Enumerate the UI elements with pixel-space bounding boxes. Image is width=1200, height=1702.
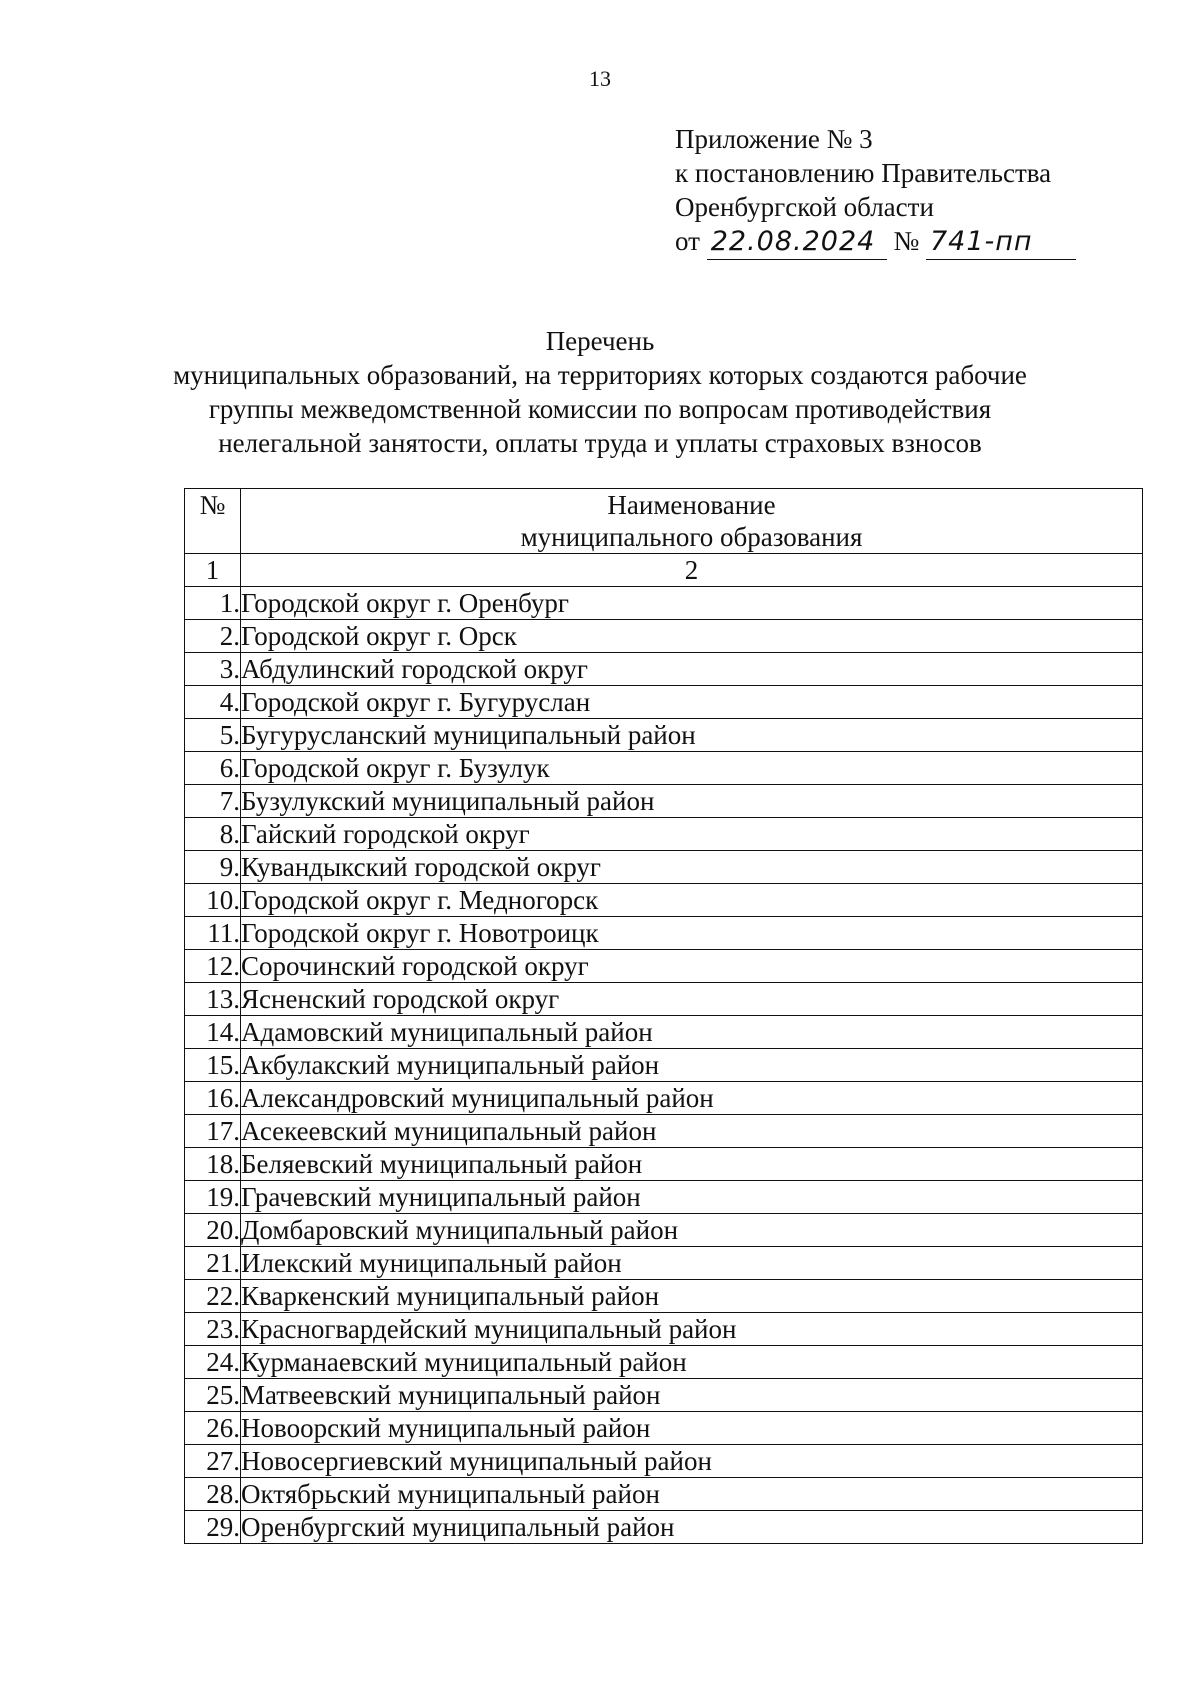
row-municipality-name: Городской округ г. Оренбург bbox=[241, 587, 1143, 620]
row-number: 26. bbox=[185, 1412, 241, 1445]
row-number: 29. bbox=[185, 1511, 241, 1544]
row-municipality-name: Городской округ г. Бугуруслан bbox=[241, 686, 1143, 719]
title-line-2: группы межведомственной комиссии по вопросам противодействия bbox=[208, 394, 992, 424]
row-municipality-name: Городской округ г. Бузулук bbox=[241, 752, 1143, 785]
row-number: 20. bbox=[185, 1214, 241, 1247]
row-municipality-name: Абдулинский городской округ bbox=[241, 653, 1143, 686]
row-municipality-name: Красногвардейский муниципальный район bbox=[241, 1313, 1143, 1346]
row-municipality-name: Акбулакский муниципальный район bbox=[241, 1049, 1143, 1082]
row-municipality-name: Новосергиевский муниципальный район bbox=[241, 1445, 1143, 1478]
row-municipality-name: Ясненский городской округ bbox=[241, 983, 1143, 1016]
row-municipality-name: Новоорский муниципальный район bbox=[241, 1412, 1143, 1445]
table-index-row bbox=[185, 554, 1143, 587]
row-municipality-name: Кваркенский муниципальный район bbox=[241, 1280, 1143, 1313]
row-number: 13. bbox=[185, 983, 241, 1016]
row-number: 11. bbox=[185, 917, 241, 950]
title-line-3: нелегальной занятости, оплаты труда и уплаты страховых взносов bbox=[218, 428, 982, 458]
row-municipality-name: Домбаровский муниципальный район bbox=[241, 1214, 1143, 1247]
row-number: 25. bbox=[185, 1379, 241, 1412]
table-header-row bbox=[185, 489, 1143, 554]
table-row bbox=[185, 884, 1143, 917]
table-row bbox=[185, 1247, 1143, 1280]
row-number: 27. bbox=[185, 1445, 241, 1478]
row-number: 10. bbox=[185, 884, 241, 917]
table-row bbox=[185, 917, 1143, 950]
table-row bbox=[185, 1346, 1143, 1379]
row-number: 28. bbox=[185, 1478, 241, 1511]
row-municipality-name: Грачевский муниципальный район bbox=[241, 1181, 1143, 1214]
title-heading: Перечень bbox=[545, 326, 655, 356]
row-number: 3. bbox=[185, 653, 241, 686]
row-municipality-name: Матвеевский муниципальный район bbox=[241, 1379, 1143, 1412]
row-municipality-name: Адамовский муниципальный район bbox=[241, 1016, 1143, 1049]
header-number: № bbox=[185, 489, 241, 554]
row-number: 6. bbox=[185, 752, 241, 785]
table-row bbox=[185, 1082, 1143, 1115]
row-number: 21. bbox=[185, 1247, 241, 1280]
row-number: 16. bbox=[185, 1082, 241, 1115]
table-row bbox=[185, 1181, 1143, 1214]
row-number: 8. bbox=[185, 818, 241, 851]
title-line-1: муниципальных образований, на территориях которых создаются рабочие bbox=[173, 360, 1027, 390]
municipalities-table bbox=[184, 488, 1143, 1544]
row-municipality-name: Городской округ г. Медногорск bbox=[241, 884, 1143, 917]
table-row bbox=[185, 983, 1143, 1016]
table-row bbox=[185, 1313, 1143, 1346]
row-municipality-name: Городской округ г. Новотроицк bbox=[241, 917, 1143, 950]
row-number: 5. bbox=[185, 719, 241, 752]
table-row bbox=[185, 950, 1143, 983]
table-row bbox=[185, 752, 1143, 785]
row-municipality-name: Сорочинский городской округ bbox=[241, 950, 1143, 983]
header-name-line-2: муниципального образования bbox=[520, 522, 863, 552]
index-col-2: 2 bbox=[241, 554, 1143, 587]
row-municipality-name: Александровский муниципальный район bbox=[241, 1082, 1143, 1115]
row-number: 14. bbox=[185, 1016, 241, 1049]
row-number: 7. bbox=[185, 785, 241, 818]
index-col-1: 1 bbox=[185, 554, 241, 587]
row-municipality-name: Гайский городской округ bbox=[241, 818, 1143, 851]
row-number: 15. bbox=[185, 1049, 241, 1082]
row-municipality-name: Илекский муниципальный район bbox=[241, 1247, 1143, 1280]
handwritten-number: 741-пп bbox=[926, 225, 1076, 260]
table-row bbox=[185, 653, 1143, 686]
appendix-title: Приложение № 3 bbox=[675, 124, 873, 154]
appendix-region: Оренбургской области bbox=[675, 192, 934, 222]
table-row bbox=[185, 686, 1143, 719]
table-row bbox=[185, 1379, 1143, 1412]
table-row bbox=[185, 818, 1143, 851]
table-row bbox=[185, 620, 1143, 653]
table-row bbox=[185, 1511, 1143, 1544]
handwritten-date: 22.08.2024 bbox=[707, 225, 887, 260]
table-row bbox=[185, 1049, 1143, 1082]
table-row bbox=[185, 1115, 1143, 1148]
row-number: 19. bbox=[185, 1181, 241, 1214]
table-row bbox=[185, 587, 1143, 620]
row-number: 17. bbox=[185, 1115, 241, 1148]
page-number: 13 bbox=[589, 66, 611, 91]
document-title bbox=[0, 324, 1200, 460]
row-municipality-name: Оренбургский муниципальный район bbox=[241, 1511, 1143, 1544]
row-municipality-name: Городской округ г. Орск bbox=[241, 620, 1143, 653]
row-number: 2. bbox=[185, 620, 241, 653]
table-row bbox=[185, 785, 1143, 818]
appendix-resolution-ref: к постановлению Правительства bbox=[675, 158, 1052, 188]
row-number: 24. bbox=[185, 1346, 241, 1379]
header-name bbox=[241, 489, 1143, 554]
row-municipality-name: Асекеевский муниципальный район bbox=[241, 1115, 1143, 1148]
table-row bbox=[185, 1148, 1143, 1181]
table-row bbox=[185, 1214, 1143, 1247]
row-municipality-name: Курманаевский муниципальный район bbox=[241, 1346, 1143, 1379]
table-row bbox=[185, 851, 1143, 884]
table-row bbox=[185, 1478, 1143, 1511]
table-row bbox=[185, 1016, 1143, 1049]
row-municipality-name: Беляевский муниципальный район bbox=[241, 1148, 1143, 1181]
row-municipality-name: Бузулукский муниципальный район bbox=[241, 785, 1143, 818]
row-number: 18. bbox=[185, 1148, 241, 1181]
table-row bbox=[185, 1280, 1143, 1313]
row-number: 1. bbox=[185, 587, 241, 620]
appendix-date-number-line bbox=[675, 224, 1076, 260]
row-municipality-name: Октябрьский муниципальный район bbox=[241, 1478, 1143, 1511]
row-number: 12. bbox=[185, 950, 241, 983]
row-number: 22. bbox=[185, 1280, 241, 1313]
header-name-line-1: Наименование bbox=[607, 490, 776, 520]
row-number: 23. bbox=[185, 1313, 241, 1346]
row-municipality-name: Кувандыкский городской округ bbox=[241, 851, 1143, 884]
row-municipality-name: Бугурусланский муниципальный район bbox=[241, 719, 1143, 752]
number-sign: № bbox=[893, 226, 920, 256]
appendix-block bbox=[675, 122, 1076, 260]
table-row bbox=[185, 719, 1143, 752]
table-row bbox=[185, 1412, 1143, 1445]
row-number: 4. bbox=[185, 686, 241, 719]
from-label: от bbox=[675, 226, 700, 256]
table-row bbox=[185, 1445, 1143, 1478]
row-number: 9. bbox=[185, 851, 241, 884]
